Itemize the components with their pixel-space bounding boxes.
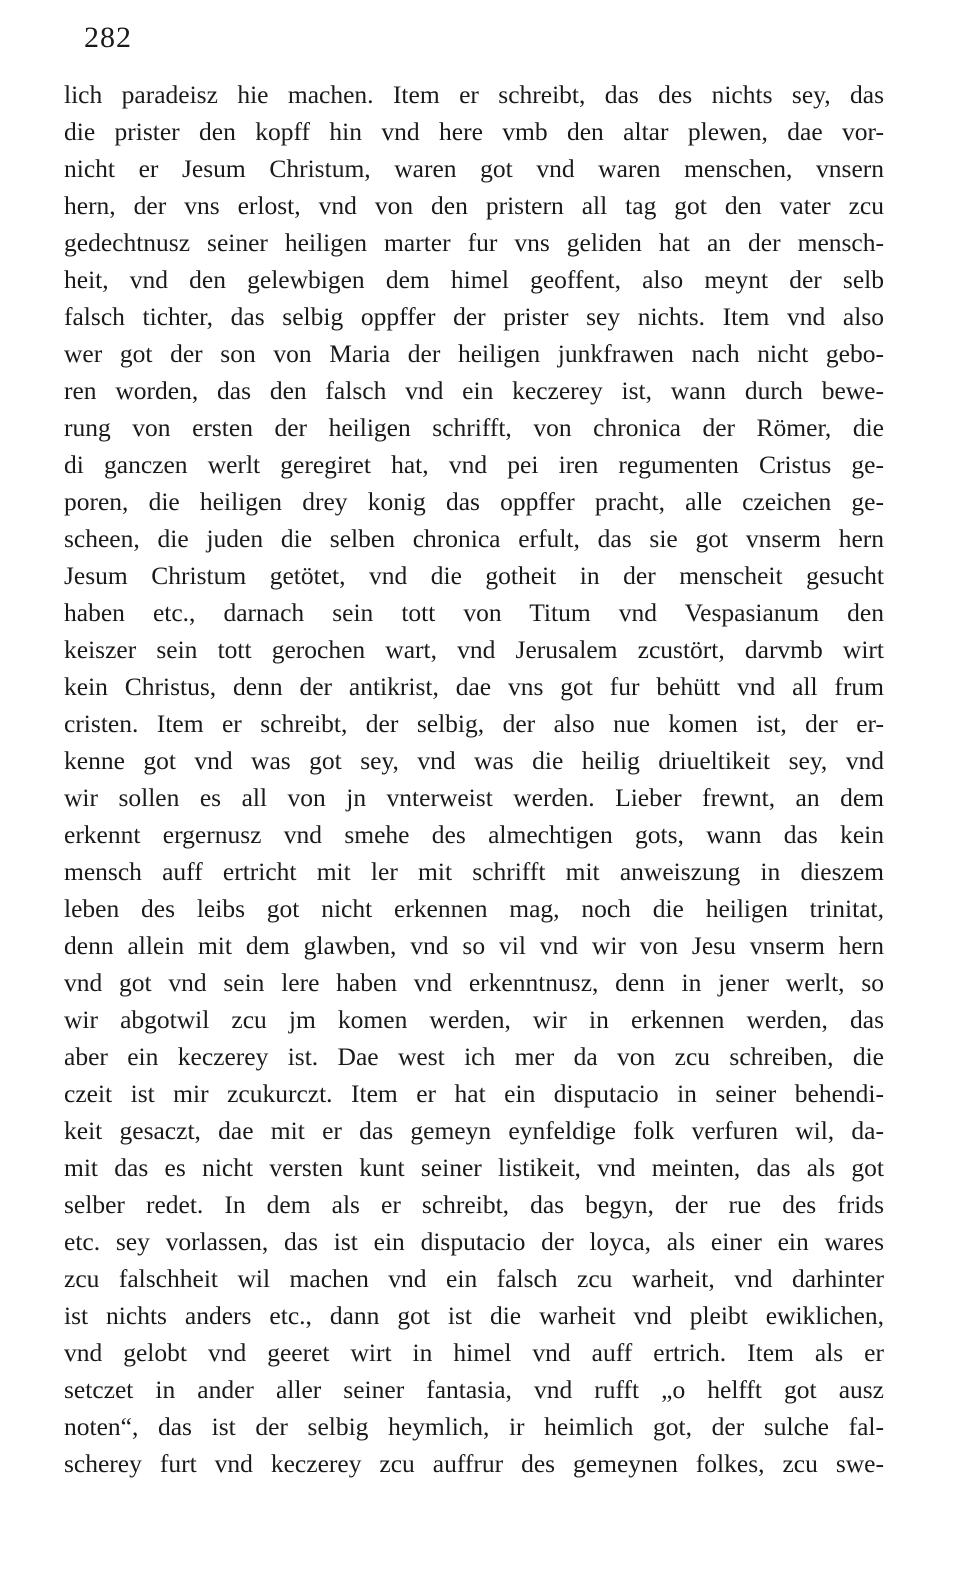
text-line: erkennt ergernusz vnd smehe des almechtigen gots, wann das kein [64,820,884,849]
text-line: hern, der vns erlost, vnd von den pristern all tag got den vater zcu [64,191,884,220]
text-line: Jesum Christum getötet, vnd die gotheit in der menscheit gesucht [64,561,884,590]
text-line: lich paradeisz hie machen. Item er schreibt, das des nichts sey, das [64,80,884,109]
text-line: setczet in ander aller seiner fantasia, vnd rufft „o helfft got ausz [64,1375,884,1404]
text-line: leben des leibs got nicht erkennen mag, noch die heiligen trinitat, [64,894,884,923]
text-line: keiszer sein tott gerochen wart, vnd Jerusalem zcustört, darvmb wirt [64,635,884,664]
text-line: vnd gelobt vnd geeret wirt in himel vnd auff ertrich. Item als er [64,1338,884,1367]
text-line: nicht er Jesum Christum, waren got vnd waren menschen, vnsern [64,154,884,183]
text-line: falsch tichter, das selbig oppffer der prister sey nichts. Item vnd also [64,302,884,331]
text-line: selber redet. In dem als er schreibt, das begyn, der rue des frids [64,1190,884,1219]
text-line: czeit ist mir zcukurczt. Item er hat ein disputacio in seiner behendi- [64,1079,884,1108]
text-line: mit das es nicht versten kunt seiner listikeit, vnd meinten, das als got [64,1153,884,1182]
text-line: haben etc., darnach sein tott von Titum vnd Vespasianum den [64,598,884,627]
text-line: etc. sey vorlassen, das ist ein disputacio der loyca, als einer ein wares [64,1227,884,1256]
text-line: keit gesaczt, dae mit er das gemeyn eynfeldige folk verfuren wil, da- [64,1116,884,1145]
text-line: kenne got vnd was got sey, vnd was die heilig driueltikeit sey, vnd [64,746,884,775]
text-line: wer got der son von Maria der heiligen junkfrawen nach nicht gebo- [64,339,884,368]
text-line: zcu falschheit wil machen vnd ein falsch zcu warheit, vnd darhinter [64,1264,884,1293]
text-line: denn allein mit dem glawben, vnd so vil vnd wir von Jesu vnserm hern [64,931,884,960]
text-line: mensch auff ertricht mit ler mit schrifft mit anweiszung in dieszem [64,857,884,886]
page-number: 282 [84,21,132,54]
text-line: wir abgotwil zcu jm komen werden, wir in erkennen werden, das [64,1005,884,1034]
text-line: scherey furt vnd keczerey zcu auffrur des gemeynen folkes, zcu swe- [64,1449,884,1478]
text-line: cristen. Item er schreibt, der selbig, der also nue komen ist, der er- [64,709,884,738]
text-line: wir sollen es all von jn vnterweist werden. Lieber frewnt, an dem [64,783,884,812]
text-line: ist nichts anders etc., dann got ist die warheit vnd pleibt ewiklichen, [64,1301,884,1330]
body-text [64,76,884,1482]
text-line: scheen, die juden die selben chronica erfult, das sie got vnserm hern [64,524,884,553]
text-line: gedechtnusz seiner heiligen marter fur vns geliden hat an der mensch- [64,228,884,257]
text-line: ren worden, das den falsch vnd ein keczerey ist, wann durch bewe- [64,376,884,405]
text-line: aber ein keczerey ist. Dae west ich mer da von zcu schreiben, die [64,1042,884,1071]
text-line: rung von ersten der heiligen schrifft, von chronica der Römer, die [64,413,884,442]
text-line: die prister den kopff hin vnd here vmb den altar plewen, dae vor- [64,117,884,146]
text-line: poren, die heiligen drey konig das oppffer pracht, alle czeichen ge- [64,487,884,516]
text-line: heit, vnd den gelewbigen dem himel geoffent, also meynt der selb [64,265,884,294]
text-line: vnd got vnd sein lere haben vnd erkenntnusz, denn in jener werlt, so [64,968,884,997]
text-line: noten“, das ist der selbig heymlich, ir heimlich got, der sulche fal- [64,1412,884,1441]
text-line: kein Christus, denn der antikrist, dae vns got fur behütt vnd all frum [64,672,884,701]
text-line: di ganczen werlt geregiret hat, vnd pei iren regumenten Cristus ge- [64,450,884,479]
